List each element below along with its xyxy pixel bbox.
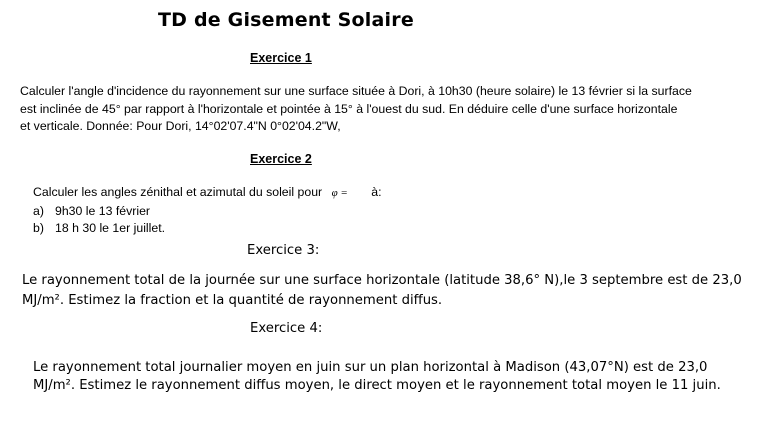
- list-item-text: 18 h 30 le 1er juillet.: [55, 221, 166, 235]
- exercise-2-text: [33, 184, 433, 238]
- exercise-1-line-2: est inclinée de 45° par rapport à l'horizontale et pointée à 15° à l'ouest du sud. En déduire celle d'une surface horizontale: [20, 101, 678, 116]
- list-marker: a): [33, 203, 44, 218]
- exercise-2-heading: Exercice 2: [250, 152, 312, 166]
- page-title: TD de Gisement Solaire: [158, 9, 414, 31]
- exercise-3-heading: Exercice 3:: [247, 243, 320, 258]
- exercise-3-line-2: MJ/m². Estimez la fraction et la quantité de rayonnement diffus.: [22, 292, 443, 308]
- exercise-3-text: [22, 271, 762, 310]
- exercise-1-heading: Exercice 1: [250, 51, 312, 65]
- exercise-1-text: [20, 83, 760, 136]
- exercise-4-line-2: MJ/m². Estimez le rayonnement diffus moyen, le direct moyen et le rayonnement total moyen le 11 juin.: [33, 378, 721, 393]
- phi-symbol: φ =: [331, 187, 348, 199]
- exercise-2-intro: Calculer les angles zénithal et azimutal du soleil pour: [33, 185, 323, 199]
- exercise-3-line-1: Le rayonnement total de la journée sur une surface horizontale (latitude 38,6° N),le 3 septembre est de 23,0: [22, 273, 742, 288]
- exercise-1-line-3: et verticale. Donnée: Pour Dori, 14°02'07.4"N 0°02'04.2"W,: [20, 119, 341, 133]
- exercise-4-line-1: Le rayonnement total journalier moyen en juin sur un plan horizontal à Madison (43,07°N) est de 23,0: [33, 360, 708, 375]
- list-item-text: 9h30 le 13 février: [55, 203, 151, 218]
- exercise-1-line-1: Calculer l'angle d'incidence du rayonnement sur une surface située à Dori, à 10h30 (heure solaire) le 13 février si la surface: [20, 84, 692, 98]
- list-item: [33, 220, 433, 238]
- exercise-4-heading: Exercice 4:: [250, 321, 323, 336]
- exercise-2-intro-line: [33, 184, 433, 203]
- list-marker: b): [33, 221, 44, 235]
- exercise-2-after: à:: [371, 185, 382, 199]
- list-item: [33, 203, 433, 221]
- exercise-4-text: [33, 359, 753, 395]
